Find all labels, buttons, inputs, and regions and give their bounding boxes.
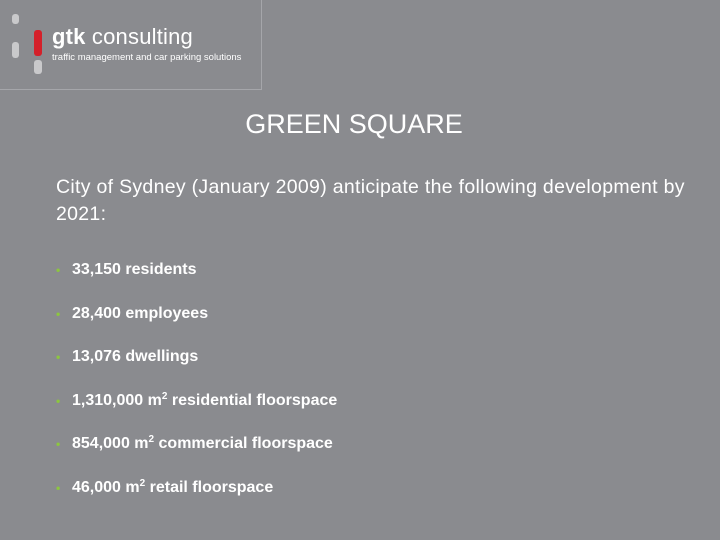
bullet-item [56, 430, 337, 474]
bullet-text-post: retail floorspace [145, 478, 274, 496]
bullet-text-pre: 854,000 m [72, 435, 149, 452]
bullet-text-post: residential floorspace [167, 391, 338, 409]
bullet-item [56, 300, 337, 344]
bullet-item [56, 474, 337, 518]
company-logo [0, 0, 262, 90]
slide-lead-text: City of Sydney (January 2009) anticipate the following development by 2021: [56, 176, 685, 225]
bullet-text-pre: 46,000 m [72, 478, 140, 496]
slide-title: GREEN SQUARE [245, 109, 463, 139]
bullet-superscript: 2 [148, 434, 155, 445]
bullet-icon: • [56, 480, 61, 495]
bullet-list [56, 256, 337, 517]
bullet-text-post: commercial floorspace [154, 435, 333, 452]
bullet-icon: • [56, 306, 61, 321]
bullet-item [56, 256, 337, 300]
bullet-text: 13,076 dwellings [72, 348, 199, 365]
bullet-superscript: 2 [161, 390, 168, 402]
logo-bar-accent [34, 30, 42, 56]
logo-name-rest: consulting [85, 24, 193, 49]
logo-bar [34, 60, 42, 74]
bullet-icon: • [56, 350, 61, 364]
bullet-text-pre: 1,310,000 m [72, 391, 162, 409]
bullet-item [56, 387, 337, 431]
bullet-text: 33,150 residents [72, 261, 197, 278]
logo-mark-icon [12, 14, 48, 74]
bullet-superscript: 2 [139, 477, 146, 489]
logo-name [52, 26, 193, 48]
bullet-text: 28,400 employees [72, 304, 209, 322]
bullet-item [56, 343, 337, 387]
bullet-icon: • [56, 437, 61, 451]
logo-bar [12, 14, 19, 24]
bullet-icon: • [56, 263, 61, 277]
logo-bar [12, 42, 19, 58]
logo-tagline: traffic management and car parking solutions [52, 52, 242, 63]
bullet-icon: • [56, 393, 61, 408]
logo-name-bold: gtk [52, 24, 86, 49]
